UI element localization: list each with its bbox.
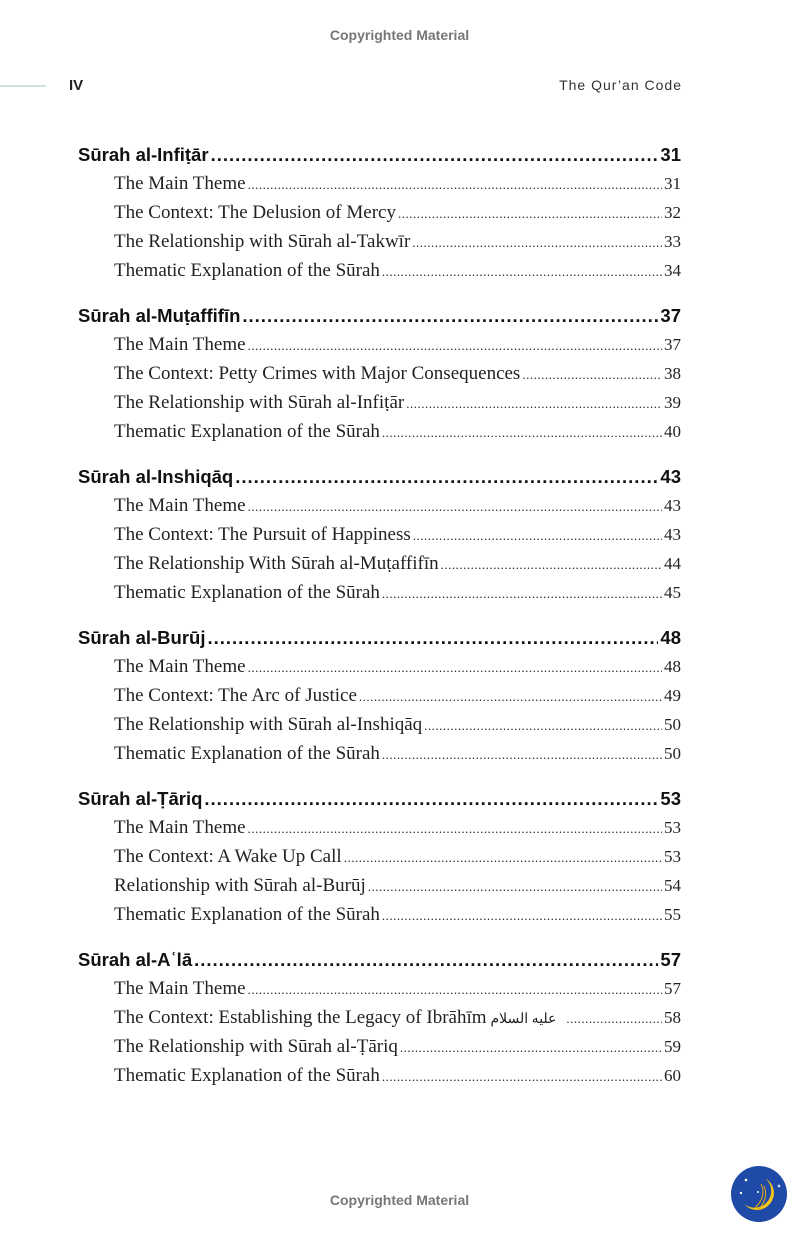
toc-section	[78, 784, 681, 929]
toc-entry-page: 37	[664, 335, 681, 354]
toc-entry-title: The Relationship with Sūrah al-Inshiqāq	[114, 714, 423, 735]
dot-leader	[368, 871, 662, 900]
toc-entry-page: 60	[664, 1066, 681, 1085]
dot-leader	[248, 169, 662, 198]
toc-entry-title: The Relationship with Sūrah al-Infiṭār	[114, 392, 405, 413]
toc-entry-title: The Main Theme	[114, 978, 246, 999]
toc-entry-title: The Context: The Delusion of Mercy	[114, 202, 396, 223]
toc-entry-title: The Context: The Pursuit of Happiness	[114, 524, 411, 545]
toc-heading-page: 48	[660, 627, 681, 648]
toc-entry-page: 31	[664, 174, 681, 193]
toc-entry-page: 55	[664, 905, 681, 924]
dot-leader	[248, 330, 662, 359]
toc-section	[78, 945, 681, 1090]
toc-entry[interactable]	[78, 227, 681, 256]
toc-heading[interactable]	[78, 301, 681, 330]
toc-entry-title: The Main Theme	[114, 173, 246, 194]
page-number: IV	[69, 77, 84, 94]
dot-leader	[566, 1003, 662, 1032]
toc-heading[interactable]	[78, 784, 681, 813]
dot-leader	[413, 520, 662, 549]
toc-entry-title: Thematic Explanation of the Sūrah	[114, 743, 380, 764]
honorific-glyph: عليه السلام	[490, 1012, 557, 1027]
toc-entry[interactable]	[78, 549, 681, 578]
night-mode-badge[interactable]	[731, 1166, 787, 1222]
toc-entry-title: The Relationship with Sūrah al-Takwīr	[114, 231, 411, 252]
toc-entry-page: 40	[664, 422, 681, 441]
dot-leader	[522, 359, 662, 388]
toc-entry-title: The Relationship With Sūrah al-Muṭaffifīn	[114, 553, 439, 574]
toc-heading-title: Sūrah al-Burūj	[78, 627, 206, 648]
toc-heading-page: 37	[660, 305, 681, 326]
toc-entry[interactable]	[78, 359, 681, 388]
toc-entry-title: The Context: Establishing the Legacy of Ibrāhīm	[114, 1007, 487, 1028]
toc-entry-page: 43	[664, 496, 681, 515]
toc-heading-title: Sūrah al-Ṭāriq	[78, 788, 203, 809]
dot-leader	[382, 417, 662, 446]
toc-heading-page: 57	[660, 949, 681, 970]
dot-leader	[248, 813, 662, 842]
toc-entry-page: 50	[664, 744, 681, 763]
toc-heading-title: Sūrah al-Aʿlā	[78, 949, 193, 970]
toc-section	[78, 623, 681, 768]
toc-section	[78, 140, 681, 285]
toc-entry-page: 53	[664, 818, 681, 837]
toc-entry[interactable]	[78, 1061, 681, 1090]
toc-entry-page: 54	[664, 876, 681, 895]
dot-leader	[412, 227, 662, 256]
toc-entry-page: 57	[664, 979, 681, 998]
toc-heading-title: Sūrah al-Inshiqāq	[78, 466, 234, 487]
toc-heading[interactable]	[78, 462, 681, 491]
toc-entry-page: 58	[664, 1008, 681, 1027]
toc-entry-title: Thematic Explanation of the Sūrah	[114, 582, 380, 603]
toc-entry-title: The Main Theme	[114, 495, 246, 516]
toc-entry-title: Thematic Explanation of the Sūrah	[114, 904, 380, 925]
dot-leader	[207, 623, 658, 652]
dot-leader	[235, 462, 658, 491]
toc-entry-page: 38	[664, 364, 681, 383]
dot-leader	[211, 140, 659, 169]
crescent-moon-icon	[731, 1166, 787, 1222]
toc-heading-page: 31	[660, 144, 681, 165]
dot-leader	[382, 900, 662, 929]
toc-entry-page: 34	[664, 261, 681, 280]
toc-entry[interactable]	[78, 330, 681, 359]
toc-entry-page: 48	[664, 657, 681, 676]
dot-leader	[406, 388, 662, 417]
toc-entry[interactable]	[78, 739, 681, 768]
toc-heading[interactable]	[78, 140, 681, 169]
toc-entry-title: The Main Theme	[114, 334, 246, 355]
dot-leader	[248, 491, 662, 520]
running-title: The Qur’an Code	[559, 77, 682, 93]
toc-entry-page: 45	[664, 583, 681, 602]
toc-entry[interactable]	[78, 388, 681, 417]
toc-entry-title: The Context: The Arc of Justice	[114, 685, 357, 706]
dot-leader	[400, 1032, 662, 1061]
toc-entry-page: 53	[664, 847, 681, 866]
dot-leader	[248, 652, 662, 681]
toc-entry[interactable]	[78, 198, 681, 227]
toc-entry-title: The Context: Petty Crimes with Major Consequences	[114, 363, 521, 384]
dot-leader	[359, 681, 662, 710]
toc-entry[interactable]	[78, 1003, 681, 1032]
toc-entry-title: Thematic Explanation of the Sūrah	[114, 260, 380, 281]
toc-entry[interactable]	[78, 417, 681, 446]
dot-leader	[242, 301, 658, 330]
dot-leader	[382, 256, 662, 285]
toc-heading-page: 43	[660, 466, 681, 487]
toc-entry-title: Thematic Explanation of the Sūrah	[114, 1065, 380, 1086]
toc-entry[interactable]	[78, 900, 681, 929]
dot-leader	[424, 710, 662, 739]
header-rule	[0, 85, 46, 87]
toc-entry-page: 49	[664, 686, 681, 705]
toc-entry-page: 59	[664, 1037, 681, 1056]
toc-heading-title: Sūrah al-Infiṭār	[78, 144, 209, 165]
dot-leader	[382, 578, 662, 607]
toc-heading-page: 53	[660, 788, 681, 809]
copyright-watermark-top: Copyrighted Material	[329, 27, 470, 43]
toc-entry[interactable]	[78, 842, 681, 871]
toc-entry[interactable]	[78, 169, 681, 198]
toc-entry[interactable]	[78, 1032, 681, 1061]
toc-entry[interactable]	[78, 974, 681, 1003]
toc-entry[interactable]	[78, 520, 681, 549]
dot-leader	[398, 198, 662, 227]
toc-entry-page: 39	[664, 393, 681, 412]
copyright-watermark-bottom: Copyrighted Material	[329, 1192, 470, 1208]
toc-entry[interactable]	[78, 652, 681, 681]
toc-section	[78, 462, 681, 607]
toc-entry-page: 32	[664, 203, 681, 222]
toc-entry-title: The Relationship with Sūrah al-Ṭāriq	[114, 1036, 398, 1057]
toc-section	[78, 301, 681, 446]
toc-entry[interactable]	[78, 813, 681, 842]
toc-entry-page: 43	[664, 525, 681, 544]
dot-leader	[194, 945, 658, 974]
toc-heading-title: Sūrah al-Muṭaffifīn	[78, 305, 241, 326]
dot-leader	[441, 549, 662, 578]
toc-heading[interactable]	[78, 945, 681, 974]
toc-heading[interactable]	[78, 623, 681, 652]
toc-entry[interactable]	[78, 256, 681, 285]
toc-entry-title: The Main Theme	[114, 656, 246, 677]
toc-entry-title: Relationship with Sūrah al-Burūj	[114, 875, 366, 896]
dot-leader	[344, 842, 662, 871]
toc-entry[interactable]	[78, 710, 681, 739]
toc-entry[interactable]	[78, 578, 681, 607]
toc-entry-title: The Context: A Wake Up Call	[114, 846, 342, 867]
dot-leader	[248, 974, 662, 1003]
dot-leader	[382, 1061, 662, 1090]
toc-entry-title: Thematic Explanation of the Sūrah	[114, 421, 380, 442]
toc-entry[interactable]	[78, 871, 681, 900]
toc-entry-page: 50	[664, 715, 681, 734]
toc-entry[interactable]	[78, 491, 681, 520]
toc-entry-page: 33	[664, 232, 681, 251]
toc-entry-page: 44	[664, 554, 681, 573]
toc-entry[interactable]	[78, 681, 681, 710]
dot-leader	[382, 739, 662, 768]
toc-entry-title: The Main Theme	[114, 817, 246, 838]
table-of-contents	[78, 140, 681, 1106]
dot-leader	[204, 784, 658, 813]
